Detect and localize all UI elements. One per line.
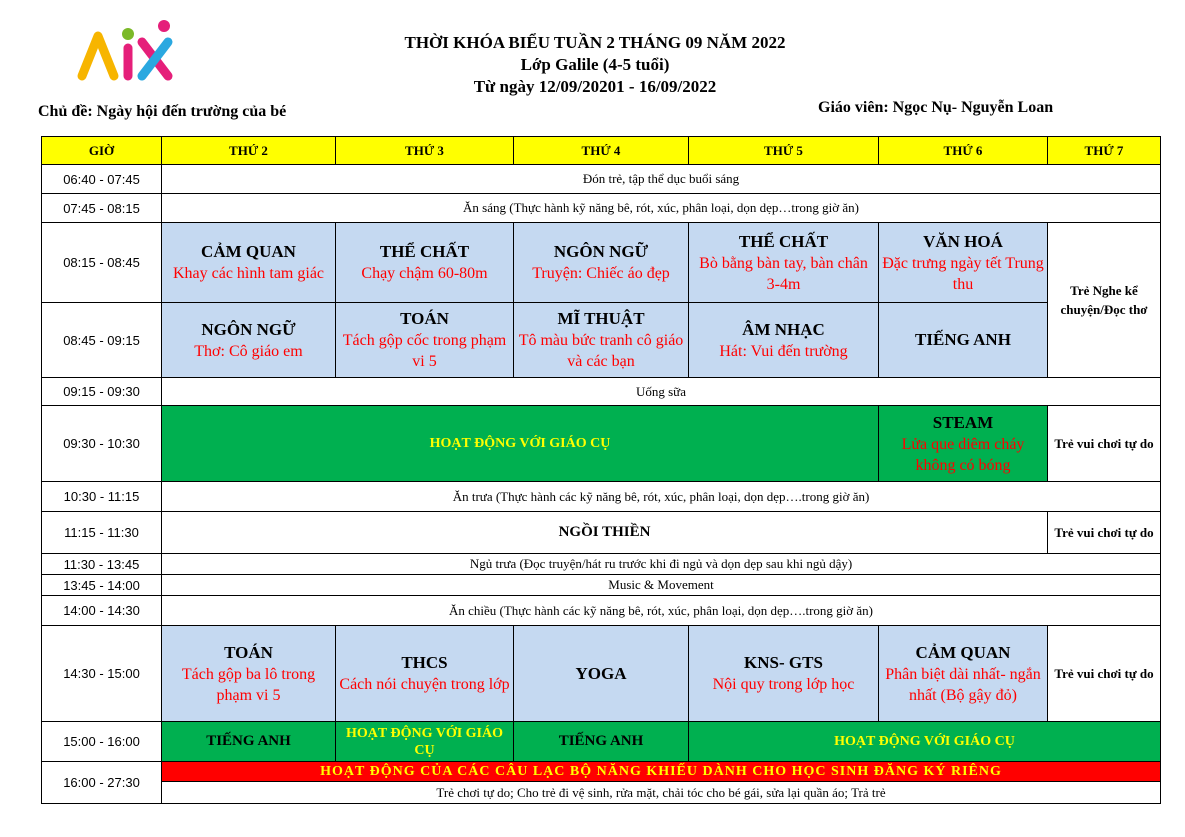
lesson-cell — [162, 303, 336, 378]
montessori-block: HOẠT ĐỘNG VỚI GIÁO CỤ — [162, 406, 879, 482]
activity-cell: Đón trẻ, tập thể dục buổi sáng — [162, 165, 1161, 194]
lesson-activity: Tách gộp ba lô trong phạm vi 5 — [181, 665, 316, 704]
activity-cell: Ăn trưa (Thực hành các kỹ năng bê, rót, xúc, phân loại, dọn dẹp….trong giờ ăn) — [162, 482, 1161, 512]
lesson-cell — [336, 303, 514, 378]
lesson-activity: Nội quy trong lớp học — [712, 676, 855, 693]
time-cell: 13:45 - 14:00 — [42, 575, 162, 596]
lesson-cell — [879, 626, 1048, 722]
subject-name: YOGA — [575, 663, 627, 683]
lesson-activity: Phân biệt dài nhất- ngắn nhất (Bộ gậy đỏ) — [885, 665, 1041, 704]
header-row — [42, 137, 1161, 165]
timetable-title — [300, 32, 890, 98]
aik-logo-graphic — [76, 18, 188, 96]
subject-name: STEAM — [932, 412, 994, 432]
time-cell: 11:15 - 11:30 — [42, 512, 162, 554]
lesson-cell — [162, 626, 336, 722]
time-cell: 16:00 - 27:30 — [42, 762, 162, 804]
table-row — [42, 762, 1161, 782]
saturday-cell: Trẻ vui chơi tự do — [1048, 512, 1161, 554]
teacher-label: Giáo viên: Ngọc Nụ- Nguyễn Loan — [818, 99, 1054, 116]
time-cell: 08:45 - 09:15 — [42, 303, 162, 378]
time-cell: 14:30 - 15:00 — [42, 626, 162, 722]
table-row — [42, 378, 1161, 406]
lesson-activity: Thơ: Cô giáo em — [194, 342, 303, 360]
saturday-cell: Trẻ Nghe kể chuyện/Đọc thơ — [1048, 223, 1161, 378]
col-header-time: GIỜ — [42, 137, 162, 165]
lesson-cell — [689, 303, 879, 378]
subject-name: TOÁN — [400, 309, 449, 328]
topic-label: Chủ đề: Ngày hội đến trường của bé — [38, 103, 287, 120]
title-line-class: Lớp Galile (4-5 tuổi) — [520, 55, 670, 74]
timetable — [41, 136, 1161, 804]
lesson-activity: Chạy chậm 60-80m — [361, 265, 488, 282]
table-row — [42, 512, 1161, 554]
table-row — [42, 303, 1161, 378]
col-header-mon: THỨ 2 — [162, 137, 336, 165]
title-line-week: THỜI KHÓA BIỂU TUẦN 2 THÁNG 09 NĂM 2022 — [404, 33, 786, 52]
english-cell: TIẾNG ANH — [514, 722, 689, 762]
school-logo — [76, 18, 188, 96]
col-header-tue: THỨ 3 — [336, 137, 514, 165]
lesson-cell — [689, 626, 879, 722]
time-cell: 11:30 - 13:45 — [42, 554, 162, 575]
subject-name: THCS — [401, 653, 448, 672]
lesson-activity: Khay các hình tam giác — [172, 265, 325, 282]
subject-name: THỂ CHẤT — [738, 231, 829, 251]
lesson-activity: Bò bằng bàn tay, bàn chân 3-4m — [699, 254, 868, 293]
subject-name: TIẾNG ANH — [915, 330, 1011, 349]
subject-name: NGÔN NGỮ — [553, 242, 649, 261]
time-cell: 09:30 - 10:30 — [42, 406, 162, 482]
col-header-sat: THỨ 7 — [1048, 137, 1161, 165]
lesson-cell — [514, 223, 689, 303]
subject-name: CẢM QUAN — [201, 242, 296, 261]
subject-name: NGÔN NGỮ — [201, 319, 296, 339]
lesson-activity: Cách nói chuyện trong lớp — [339, 676, 510, 693]
lesson-cell — [336, 626, 514, 722]
time-cell: 10:30 - 11:15 — [42, 482, 162, 512]
subject-name: ÂM NHẠC — [742, 319, 825, 339]
lesson-cell — [336, 223, 514, 303]
table-row — [42, 165, 1161, 194]
lesson-activity: Truyện: Chiếc áo đẹp — [532, 265, 670, 282]
table-row — [42, 626, 1161, 722]
lesson-cell — [879, 406, 1048, 482]
activity-cell: Ngủ trưa (Đọc truyện/hát ru trước khi đi ngủ và dọn dẹp sau khi ngủ dậy) — [162, 554, 1161, 575]
table-row — [42, 406, 1161, 482]
saturday-cell: Trẻ vui chơi tự do — [1048, 626, 1161, 722]
subject-name: CẢM QUAN — [915, 642, 1011, 662]
saturday-cell: Trẻ vui chơi tự do — [1048, 406, 1161, 482]
title-line-dates: Từ ngày 12/09/20201 - 16/09/2022 — [473, 77, 717, 96]
time-cell: 15:00 - 16:00 — [42, 722, 162, 762]
lesson-cell — [514, 626, 689, 722]
time-cell: 06:40 - 07:45 — [42, 165, 162, 194]
subject-name: KNS- GTS — [744, 653, 823, 672]
activity-cell: Music & Movement — [162, 575, 1161, 596]
table-row — [42, 575, 1161, 596]
activity-cell: Ăn sáng (Thực hành kỹ năng bê, rót, xúc, phân loại, dọn dẹp…trong giờ ăn) — [162, 194, 1161, 223]
activity-cell: Uống sữa — [162, 378, 1161, 406]
time-cell: 08:15 - 08:45 — [42, 223, 162, 303]
montessori-cell: HOẠT ĐỘNG VỚI GIÁO CỤ — [336, 722, 514, 762]
subject-name: TOÁN — [224, 642, 273, 662]
activity-cell: Ăn chiều (Thực hành các kỹ năng bê, rót, xúc, phân loại, dọn dẹp….trong giờ ăn) — [162, 596, 1161, 626]
lesson-activity: Lửa que diêm cháy không có bóng — [901, 435, 1025, 474]
table-row — [42, 722, 1161, 762]
lesson-activity: Tách gộp cốc trong phạm vi 5 — [342, 332, 507, 370]
lesson-activity: Đặc trưng ngày tết Trung thu — [882, 254, 1044, 293]
montessori-block: HOẠT ĐỘNG VỚI GIÁO CỤ — [689, 722, 1161, 762]
table-row — [42, 596, 1161, 626]
subject-name: MĨ THUẬT — [557, 309, 645, 328]
table-row — [42, 554, 1161, 575]
table-row — [42, 482, 1161, 512]
lesson-cell — [514, 303, 689, 378]
col-header-wed: THỨ 4 — [514, 137, 689, 165]
col-header-fri: THỨ 6 — [879, 137, 1048, 165]
subject-name: VĂN HOÁ — [923, 231, 1003, 251]
table-row — [42, 223, 1161, 303]
table-row — [42, 782, 1161, 804]
col-header-thu: THỨ 5 — [689, 137, 879, 165]
meditation-block: NGỒI THIỀN — [162, 512, 1048, 554]
time-cell: 09:15 - 09:30 — [42, 378, 162, 406]
lesson-activity: Hát: Vui đến trường — [719, 342, 848, 360]
time-cell: 14:00 - 14:30 — [42, 596, 162, 626]
lesson-cell — [879, 223, 1048, 303]
time-cell: 07:45 - 08:15 — [42, 194, 162, 223]
lesson-cell — [162, 223, 336, 303]
lesson-cell — [689, 223, 879, 303]
subject-name: THỂ CHẤT — [379, 242, 470, 261]
lesson-activity: Tô màu bức tranh cô giáo và các bạn — [518, 332, 684, 370]
english-cell: TIẾNG ANH — [162, 722, 336, 762]
table-row — [42, 194, 1161, 223]
clubs-banner: HOẠT ĐỘNG CỦA CÁC CÂU LẠC BỘ NĂNG KHIẾU DÀNH CHO HỌC SINH ĐĂNG KÝ RIÊNG — [162, 762, 1161, 782]
lesson-cell — [879, 303, 1048, 378]
activity-cell: Trẻ chơi tự do; Cho trẻ đi vệ sinh, rửa mặt, chải tóc cho bé gái, sửa lại quần áo; Trả trẻ — [162, 782, 1161, 804]
